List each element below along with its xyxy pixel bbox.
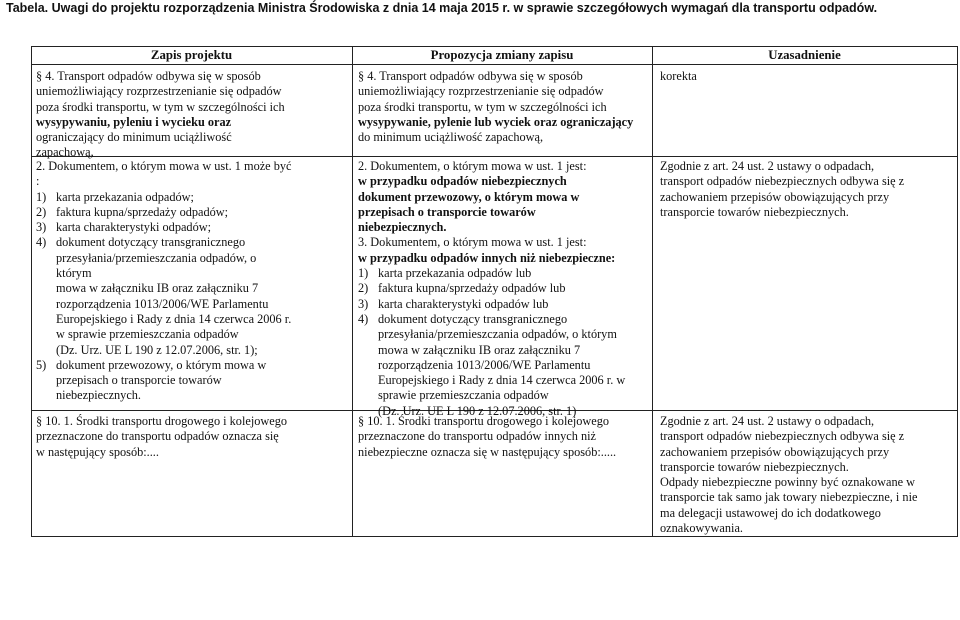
text-line: przeznaczone do transportu odpadów innych niż	[358, 429, 596, 444]
list-item: 3) karta charakterystyki odpadów lub	[358, 296, 549, 311]
header-zapis-projektu: Zapis projektu	[150, 48, 233, 62]
list-item: 4) dokument dotyczący transgranicznego przesyłania/przemieszczania odpadów, o którym mowa w załączniku IB oraz załączniku 7 rozporządzenia 1013/2006/WE Parlamentu Europejskiego i Rady z dnia 14 czerwca 2006 r. w sprawie przemieszczania odpadów (Dz. Urz. UE L 190 z 12.07.2006, str. 1)	[358, 311, 626, 418]
text-line: w przypadku odpadów innych niż niebezpieczne:	[358, 250, 616, 265]
text-line: Zgodnie z art. 24 ust. 2 ustawy o odpadach,	[660, 414, 875, 428]
text-line: przeznaczone do transportu odpadów oznacza się	[36, 429, 279, 444]
text-line: transporcie towarów niebezpiecznych.	[660, 459, 849, 474]
text-line: Zgodnie z art. 24 ust. 2 ustawy o odpadach,	[660, 159, 875, 173]
row2-propozycja-cell	[358, 159, 650, 419]
text-line: do minimum uciążliwość zapachową,	[358, 130, 544, 145]
col-divider-2	[652, 46, 653, 537]
document-list	[36, 190, 350, 404]
row1-uzasadnienie-cell	[660, 69, 950, 84]
list-item: 4) dokument dotyczący transgranicznego przesyłania/przemieszczania odpadów, o którym mowa w załączniku IB oraz załączniku 7 rozporządzenia 1013/2006/WE Parlamentu Europejskiego i Rady z dnia 14 czerwca 2006 r. w sprawie przemieszczania odpadów (Dz. Urz. UE L 190 z 12.07.2006, str. 1);	[36, 235, 292, 357]
text-line: transport odpadów niebezpiecznych odbywa się z	[660, 429, 905, 444]
table-left-border	[31, 46, 32, 537]
text-line: zachowaniem przepisów obowiązujących przy	[660, 189, 890, 204]
row3-propozycja-cell	[358, 414, 650, 460]
header-propozycja: Propozycja zmiany zapisu	[430, 48, 574, 62]
text-line: w przypadku odpadów niebezpiecznych	[358, 174, 567, 189]
text-line: korekta	[660, 69, 697, 83]
text-line: dokument przewozowy, o którym mowa w	[358, 189, 580, 204]
text-line: wysypywaniu, pyleniu i wycieku oraz	[36, 114, 232, 129]
text-line: przepisach o transporcie towarów	[358, 204, 536, 219]
text-line: § 10. 1. Środki transportu drogowego i kolejowego	[36, 414, 288, 428]
text-line: transporcie towarów niebezpiecznych.	[660, 204, 849, 219]
text-line: transport odpadów niebezpiecznych odbywa się z	[660, 174, 905, 189]
table-right-border	[957, 46, 958, 537]
text-line: 2. Dokumentem, o którym mowa w ust. 1 jest:	[358, 159, 587, 173]
page-title: Tabela. Uwagi do projektu rozporządzenia Ministra Środowiska z dnia 14 maja 2015 r. w sprawie szczegółowych wymagań dla transportu odpadów.	[6, 1, 878, 15]
row3-zapis-cell	[36, 414, 350, 460]
list-item: 2) faktura kupna/sprzedaży odpadów lub	[358, 281, 566, 296]
list-item: 1) karta przekazania odpadów lub	[358, 266, 532, 281]
header-uzasadnienie: Uzasadnienie	[768, 48, 841, 62]
text-line: zapachową,	[36, 145, 94, 160]
document-list	[358, 266, 650, 419]
text-line: transporcie tak samo jak towary niebezpieczne, i nie	[660, 490, 918, 505]
text-line: uniemożliwiający rozprzestrzenianie się odpadów	[358, 84, 604, 99]
text-line: niebezpieczne oznacza się w następujący sposób:.....	[358, 444, 617, 459]
text-line: poza środki transportu, w tym w szczególności ich	[358, 99, 607, 114]
row1-zapis-cell	[36, 69, 350, 161]
text-line: w następujący sposób:....	[36, 444, 159, 459]
text-line: uniemożliwiający rozprzestrzenianie się odpadów	[36, 84, 282, 99]
text-line: oznakowywania.	[660, 521, 743, 536]
text-line: poza środki transportu, w tym w szczególności ich	[36, 99, 285, 114]
row1-propozycja-cell	[358, 69, 650, 145]
table-top-border	[31, 46, 957, 47]
list-item: 2) faktura kupna/sprzedaży odpadów;	[36, 204, 229, 219]
text-line: § 10. 1. Środki transportu drogowego i kolejowego	[358, 414, 610, 428]
text-line: Odpady niebezpieczne powinny być oznakowane w	[660, 475, 916, 490]
row3-uzasadnienie-cell	[660, 414, 954, 536]
text-line: :	[36, 174, 40, 189]
text-line: § 4. Transport odpadów odbywa się w sposób	[358, 69, 583, 83]
text-line: zachowaniem przepisów obowiązujących przy	[660, 444, 890, 459]
text-line: 2. Dokumentem, o którym mowa w ust. 1 może być	[36, 159, 292, 173]
text-line: wysypywanie, pylenie lub wyciek oraz ograniczający	[358, 114, 634, 129]
text-line: ograniczający do minimum uciążliwość	[36, 130, 232, 145]
list-item: 5) dokument przewozowy, o którym mowa w przepisach o transporcie towarów niebezpiecznych.	[36, 357, 267, 403]
col-divider-1	[352, 46, 353, 537]
header-bottom-border	[31, 64, 957, 65]
row2-zapis-cell	[36, 159, 350, 404]
list-item: 3) karta charakterystyki odpadów;	[36, 220, 212, 235]
list-item: 1) karta przekazania odpadów;	[36, 189, 194, 204]
text-line: 3. Dokumentem, o którym mowa w ust. 1 jest:	[358, 235, 587, 250]
text-line: § 4. Transport odpadów odbywa się w sposób	[36, 69, 261, 83]
text-line: niebezpiecznych.	[358, 220, 447, 235]
row2-uzasadnienie-cell	[660, 159, 952, 220]
text-line: ma delegacji ustawowej do ich dodatkowego	[660, 505, 881, 520]
